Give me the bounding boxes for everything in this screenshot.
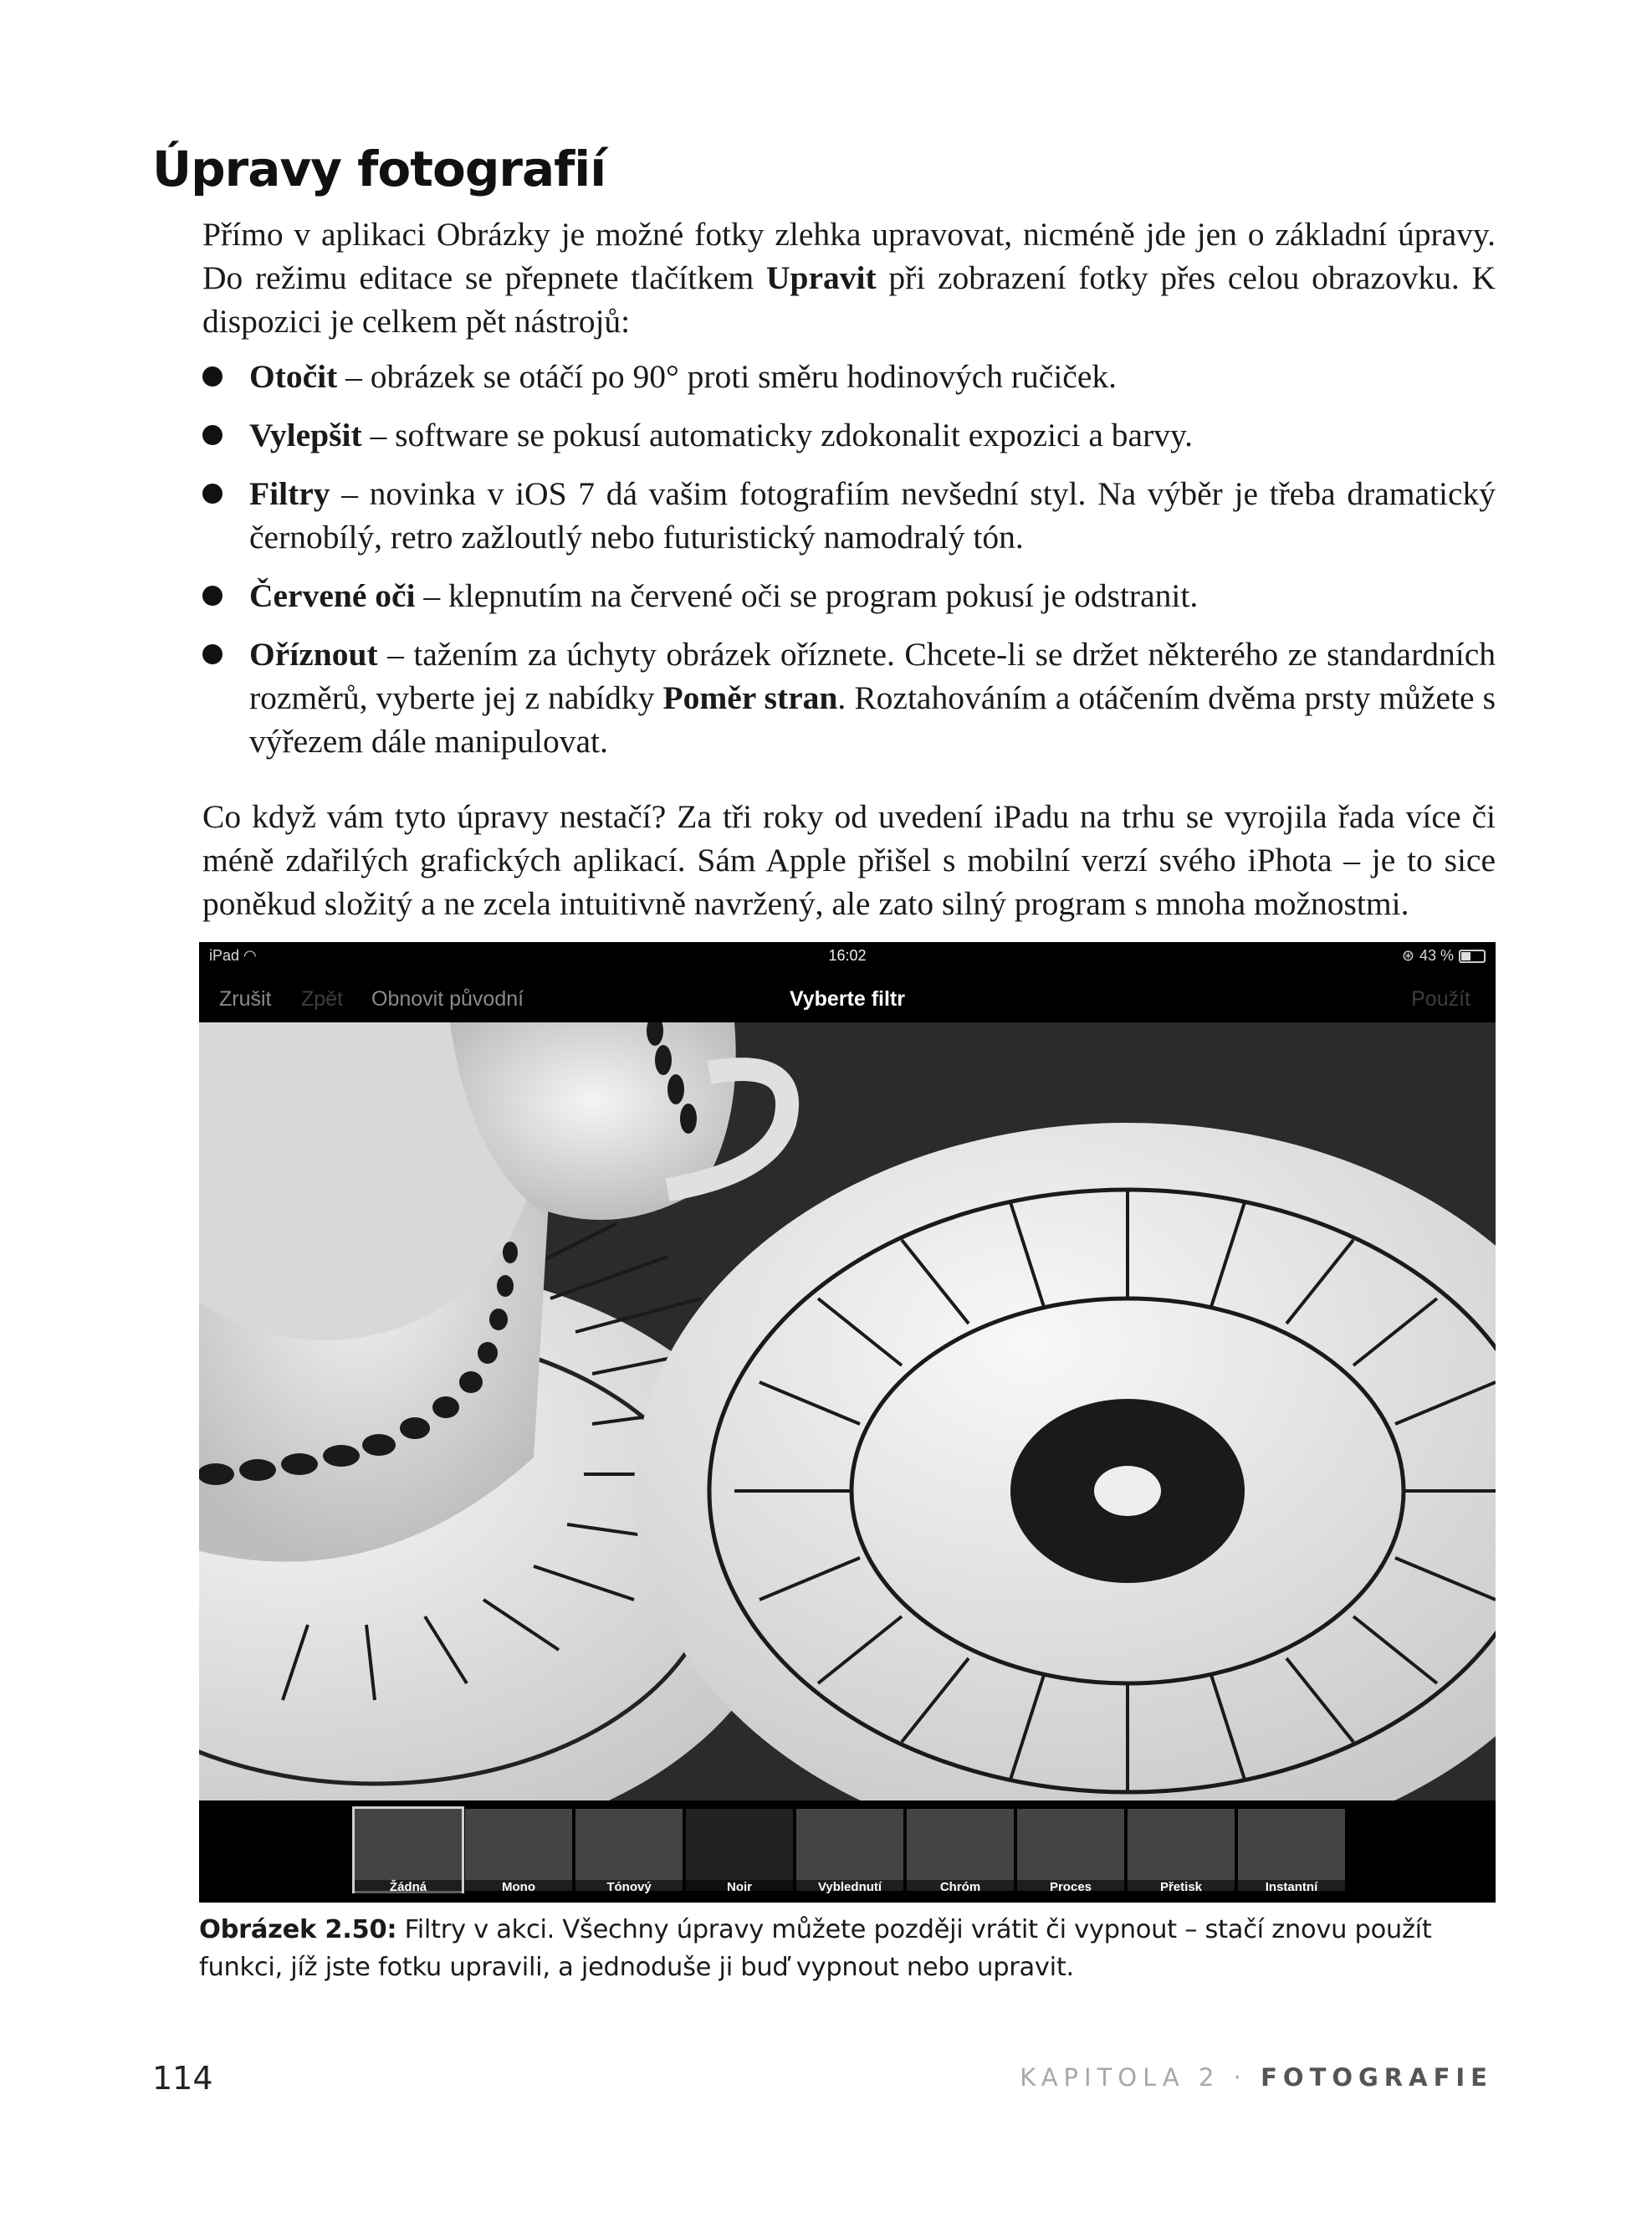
tool-list [202, 355, 1496, 778]
intro-text-1: Přímo v aplikaci Obrázky je možné fotky zlehka upravovat, nicméně jde jen o základní úpravy. Do režimu editace se přepnete tlačítkem [202, 216, 1496, 296]
item-text: – obrázek se otáčí po 90° proti směru hodinových ručiček. [337, 358, 1117, 395]
filter-label: Proces [1017, 1880, 1124, 1894]
filter-label: Mono [465, 1880, 572, 1894]
chapter-label: KAPITOLA 2 · [1020, 2063, 1261, 2092]
cancel-button[interactable]: Zrušit [219, 987, 272, 1011]
filter-thumb[interactable] [1017, 1809, 1124, 1894]
filter-thumb[interactable] [465, 1809, 572, 1894]
caption-text: Filtry v akci. Všechny úpravy můžete později vrátit či vypnout – stačí znovu použít funkci, jíž jste fotku upravili, a jednoduše ji buď vypnout nebo upravit. [199, 1915, 1432, 1982]
intro-text-2: při zobrazení fotky přes celou obrazovku. K dispozici je celkem pět nástrojů: [202, 259, 1496, 340]
filter-thumb[interactable] [1238, 1809, 1345, 1894]
wifi-icon: ◠ [243, 947, 257, 964]
running-header [1020, 2063, 1493, 2092]
item-term: Vylepšit [249, 417, 362, 453]
item-text: – tažením za úchyty obrázek oříznete. Chcete-li se držet některého ze standardních rozměrů, vyberte jej z nabídky [249, 636, 1496, 716]
intro-bold-upravit: Upravit [766, 259, 877, 296]
list-item [202, 574, 1496, 617]
item-term: Červené oči [249, 577, 416, 614]
list-item [202, 633, 1496, 763]
filter-thumb[interactable] [907, 1809, 1014, 1894]
filter-label: Tónový [575, 1880, 683, 1894]
item-text: – novinka v iOS 7 dá vašim fotografiím nevšední styl. Na výběr je třeba dramatický černobílý, retro zažloutlý nebo futuristický namodralý tón. [249, 475, 1496, 556]
bullet-icon [202, 644, 222, 664]
figure-caption [199, 1911, 1504, 1986]
page-number: 114 [152, 2060, 213, 2097]
filter-thumb[interactable] [796, 1809, 903, 1894]
item-term: Oříznout [249, 636, 378, 673]
status-right [1402, 947, 1486, 965]
list-item [202, 413, 1496, 457]
rotation-lock-icon: ⊛ [1401, 947, 1414, 964]
bullet-icon [202, 366, 222, 387]
battery-percent: 43 % [1419, 947, 1454, 964]
item-text: – software se pokusí automaticky zdokonalit expozici a barvy. [361, 417, 1194, 453]
item-term: Otočit [249, 358, 338, 395]
page-heading: Úpravy fotografií [152, 141, 606, 197]
ipad-screenshot [199, 942, 1496, 1903]
filter-thumb[interactable] [355, 1809, 462, 1894]
bullet-icon [202, 484, 222, 504]
battery-icon [1459, 950, 1486, 963]
filter-label: Instantní [1238, 1880, 1345, 1894]
caption-label: Obrázek 2.50: [199, 1915, 397, 1944]
item-term-2: Poměr stran [662, 679, 838, 716]
filter-label: Přetisk [1128, 1880, 1235, 1894]
edit-navbar [199, 976, 1496, 1022]
filter-label: Žádná [355, 1880, 462, 1894]
item-text-2: . Roztahováním a otáčením dvěma prsty můžete s výřezem dále manipulovat. [249, 679, 1496, 760]
device-label: iPad ◠ [209, 947, 257, 964]
second-paragraph: Co když vám tyto úpravy nestačí? Za tři roky od uvedení iPadu na trhu se vyrojila řada více či méně zdařilých grafických aplikací. Sám Apple přišel s mobilní verzí svého iPhota – je to sice poněkud složitý a ne zcela intuitivně navržený, ale zato silný program s mnoha možnostmi. [202, 798, 1496, 922]
item-text: – klepnutím na červené oči se program pokusí je odstranit. [415, 577, 1199, 614]
list-item [202, 355, 1496, 398]
intro-paragraph [202, 213, 1496, 343]
status-bar [199, 942, 1496, 971]
apply-button[interactable]: Použít [1411, 987, 1470, 1011]
filter-thumb[interactable] [1128, 1809, 1235, 1894]
status-time: 16:02 [828, 947, 867, 964]
filter-label: Vyblednutí [796, 1880, 903, 1894]
restore-original-button[interactable]: Obnovit původní [371, 987, 524, 1011]
section-label: FOTOGRAFIE [1261, 2063, 1493, 2092]
photo-preview [199, 1022, 1496, 1800]
nav-title: Vyberte filtr [789, 987, 905, 1011]
filter-label: Chróm [907, 1880, 1014, 1894]
item-term: Filtry [249, 475, 330, 512]
list-item [202, 472, 1496, 559]
bullet-icon [202, 425, 222, 445]
bullet-icon [202, 586, 222, 606]
filter-thumb[interactable] [686, 1809, 793, 1894]
filter-thumb[interactable] [575, 1809, 683, 1894]
undo-button[interactable]: Zpět [301, 987, 344, 1011]
filter-strip [199, 1800, 1496, 1903]
filter-label: Noir [686, 1880, 793, 1894]
